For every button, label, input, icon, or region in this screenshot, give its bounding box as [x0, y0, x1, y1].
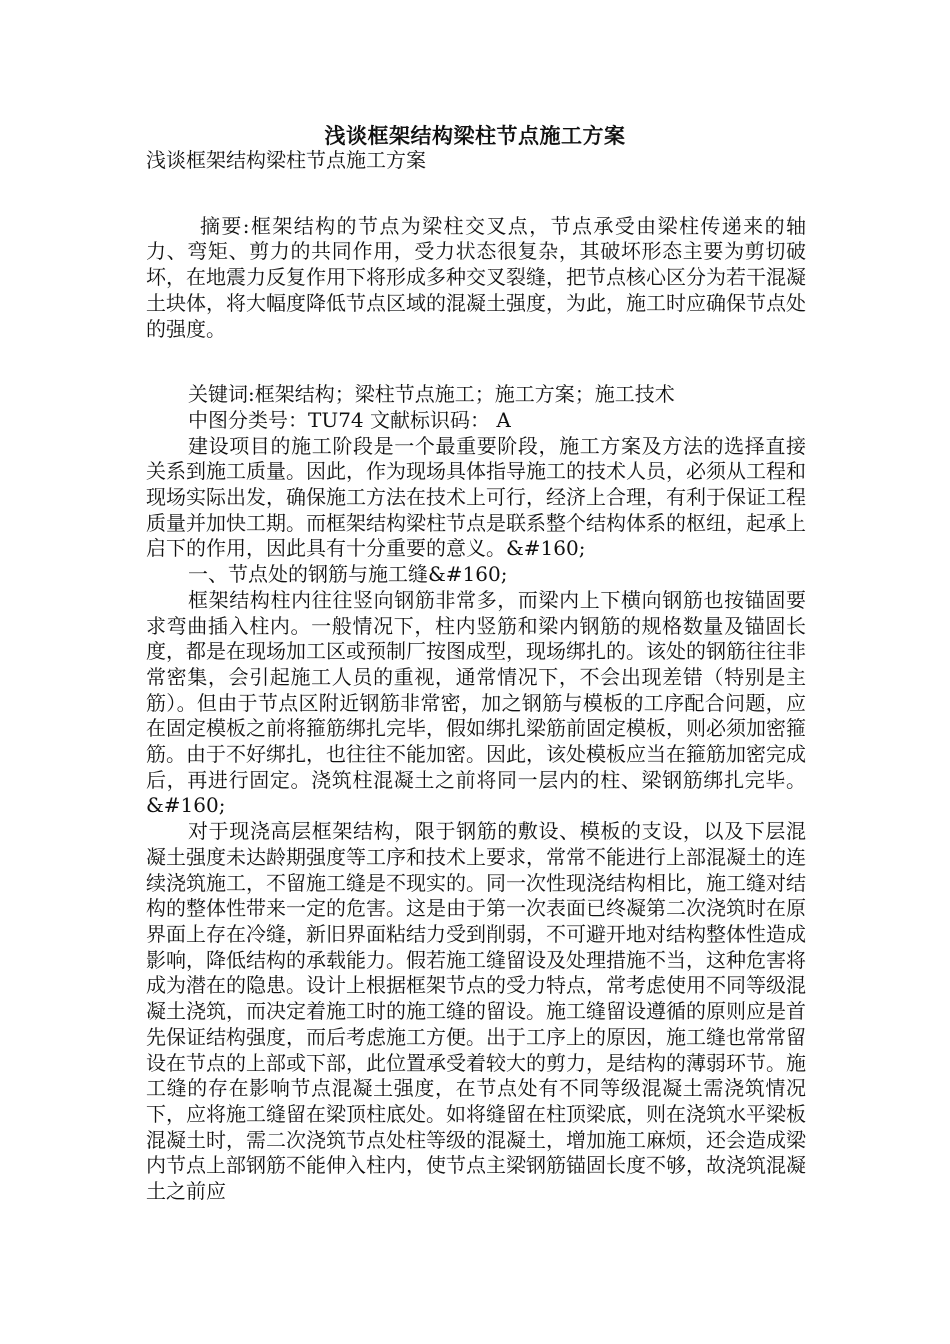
- spacer: [146, 342, 806, 382]
- document-title: 浅谈框架结构梁柱节点施工方案: [324, 123, 626, 148]
- section-heading: 一、节点处的钢筋与施工缝&#160;: [188, 562, 508, 587]
- classification-line: 中图分类号：TU74 文献标识码： A: [188, 407, 511, 432]
- section-paragraph: 框架结构柱内往往竖向钢筋非常多，而梁内上下横向钢筋也按锚固要求弯曲插入柱内。一般情况下，柱内竖筋和梁内钢筋的规格数量及锚固长度，都是在现场加工区或预制厂按图成型，现场绑扎的。该处的钢筋往往非常密集，会引起施工人员的重视，通常情况下，不会出现差错（特别是主筋）。但由于节点区附近钢筋非常密，加之钢筋与模板的工序配合问题，应在固定模板之前将箍筋绑扎完毕，假如绑扎梁筋前固定模板，则必须加密箍筋。由于不好绑扎，也往往不能加密。因此，该处模板应当在箍筋加密完成后，再进行固定。浇筑柱混凝土之前将同一层内的柱、梁钢筋绑扎完毕。&#160;: [146, 587, 806, 818]
- abstract-paragraph: 摘要:框架结构的节点为梁柱交叉点，节点承受由梁柱传递来的轴力、弯矩、剪力的共同作用，受力状态很复杂，其破坏形态主要为剪切破坏，在地震力反复作用下将形成多种交叉裂缝，把节点核心区分为若干混凝土块体，将大幅度降低节点区域的混凝土强度，为此，施工时应确保节点处的强度。: [146, 213, 806, 341]
- intro-paragraph: 建设项目的施工阶段是一个最重要阶段，施工方案及方法的选择直接关系到施工质量。因此，作为现场具体指导施工的技术人员，必须从工程和现场实际出发，确保施工方法在技术上可行，经济上合理，有利于保证工程质量并加快工期。而框架结构梁柱节点是联系整个结构体系的枢纽，起承上启下的作用，因此具有十分重要的意义。&#160;: [146, 433, 806, 561]
- document-body: [146, 148, 806, 1205]
- section-paragraph: 对于现浇高层框架结构，限于钢筋的敷设、模板的支设，以及下层混凝土强度未达龄期强度等工序和技术上要求，常常不能进行上部混凝土的连续浇筑施工，不留施工缝是不现实的。同一次性现浇结构相比，施工缝对结构的整体性带来一定的危害。这是由于第一次表面已终凝第二次浇筑时在原界面上存在冷缝，新旧界面粘结力受到削弱，不可避开地对结构整体性造成影响，降低结构的承载能力。假若施工缝留设及处理措施不当，这种危害将成为潜在的隐患。设计上根据框架节点的受力特点，常考虑使用不同等级混凝土浇筑，而决定着施工时的施工缝的留设。施工缝留设遵循的原则应是首先保证结构强度，而后考虑施工方便。出于工序上的原因，施工缝也常常留设在节点的上部或下部，此位置承受着较大的剪力，是结构的薄弱环节。施工缝的存在影响节点混凝土强度，在节点处有不同等级混凝土需浇筑情况下，应将施工缝留在梁顶柱底处。如将缝留在柱顶梁底，则在浇筑水平梁板混凝土时，需二次浇筑节点处柱等级的混凝土，增加施工麻烦，还会造成梁内节点上部钢筋不能伸入柱内，使节点主梁钢筋锚固长度不够，故浇筑混凝土之前应: [146, 819, 806, 1204]
- keywords-line: 关键词:框架结构；梁柱节点施工；施工方案；施工技术: [188, 382, 675, 407]
- document-subtitle: 浅谈框架结构梁柱节点施工方案: [146, 148, 426, 172]
- spacer: [146, 174, 806, 214]
